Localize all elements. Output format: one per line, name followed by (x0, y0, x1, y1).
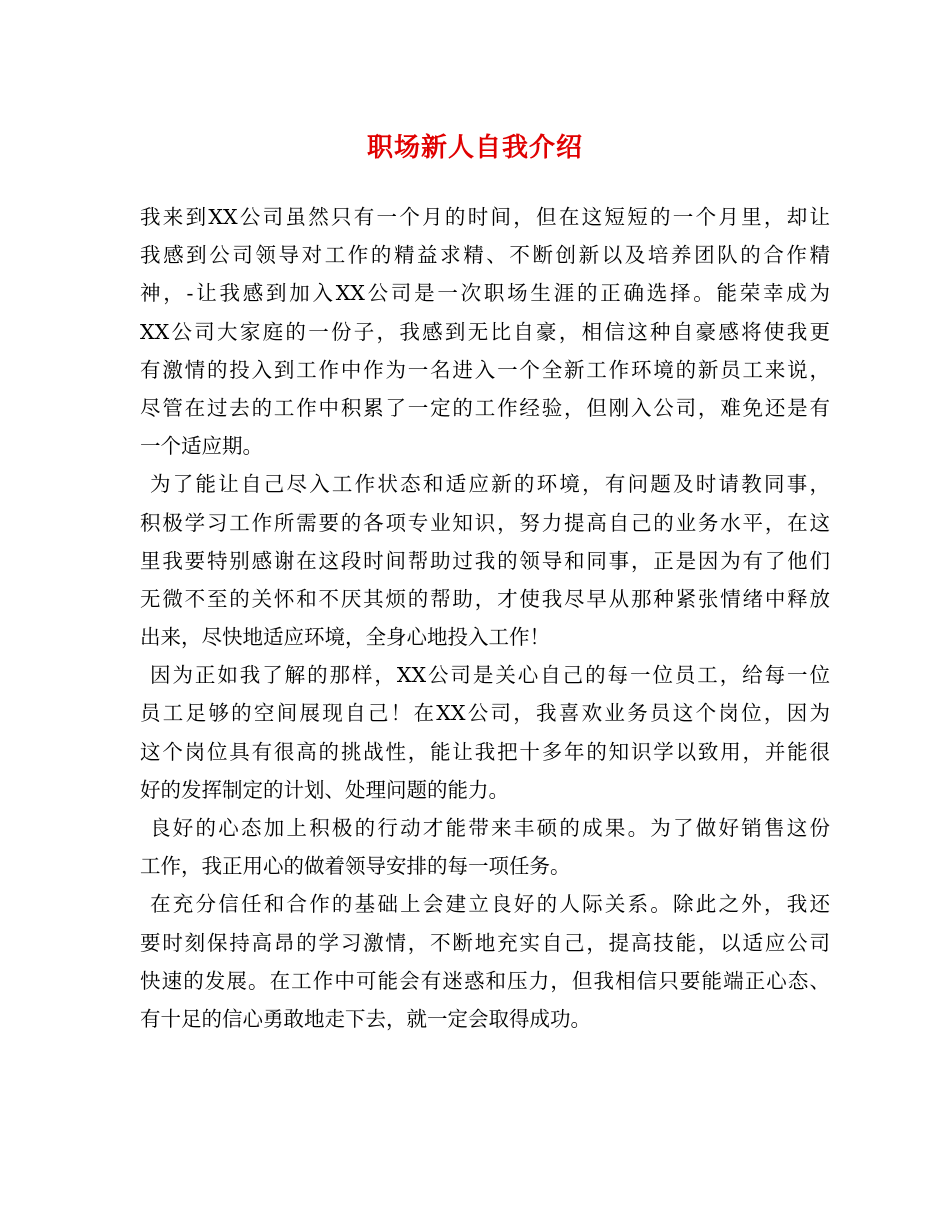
text-line: 工作，我正用心的做着领导安排的每一项任务。 (140, 854, 571, 879)
text-line: 好的发挥制定的计划、处理问题的能力。 (140, 777, 509, 802)
text-line: 为了能让自己尽入工作状态和适应新的环境，有问题及时请教同事， (150, 472, 830, 497)
text-line: 出来，尽快地适应环境，全身心地投入工作！ (140, 625, 550, 650)
text-line: 快速的发展。在工作中可能会有迷惑和压力，但我相信只要能端正心态、 (140, 968, 830, 993)
text-line: 积极学习工作所需要的各项专业知识，努力提高自己的业务水平，在这 (140, 510, 830, 535)
text-line: 一个适应期。 (140, 434, 263, 459)
text-line: 尽管在过去的工作中积累了一定的工作经验，但刚入公司，难免还是有 (140, 395, 830, 420)
text-line: 因为正如我了解的那样，XX公司是关心自己的每一位员工，给每一位 (150, 663, 830, 688)
text-line: 神，-让我感到加入XX公司是一次职场生涯的正确选择。能荣幸成为 (140, 281, 830, 306)
text-line: 我感到公司领导对工作的精益求精、不断创新以及培养团队的合作精 (140, 243, 830, 268)
text-line: 有激情的投入到工作中作为一名进入一个全新工作环境的新员工来说， (140, 357, 830, 382)
text-line: 员工足够的空间展现自己！在XX公司，我喜欢业务员这个岗位，因为 (140, 701, 830, 726)
text-line: 在充分信任和合作的基础上会建立良好的人际关系。除此之外，我还 (150, 892, 830, 917)
document-body (140, 198, 830, 1038)
text-line: 有十足的信心勇敢地走下去，就一定会取得成功。 (140, 1006, 591, 1031)
text-line: 无微不至的关怀和不厌其烦的帮助，才使我尽早从那种紧张情绪中释放 (140, 586, 830, 611)
document-title: 职场新人自我介绍 (366, 133, 583, 163)
text-line: 我来到XX公司虽然只有一个月的时间，但在这短短的一个月里，却让 (140, 205, 830, 229)
text-line: 良好的心态加上积极的行动才能带来丰硕的成果。为了做好销售这份 (150, 816, 830, 840)
text-line: 里我要特别感谢在这段时间帮助过我的领导和同事，正是因为有了他们 (140, 548, 830, 573)
text-line: 这个岗位具有很高的挑战性，能让我把十多年的知识学以致用，并能很 (140, 739, 830, 764)
text-line: 要时刻保持高昂的学习激情，不断地充实自己，提高技能，以适应公司 (140, 930, 830, 955)
text-line: XX公司大家庭的一份子，我感到无比自豪，相信这种自豪感将使我更 (140, 319, 830, 344)
